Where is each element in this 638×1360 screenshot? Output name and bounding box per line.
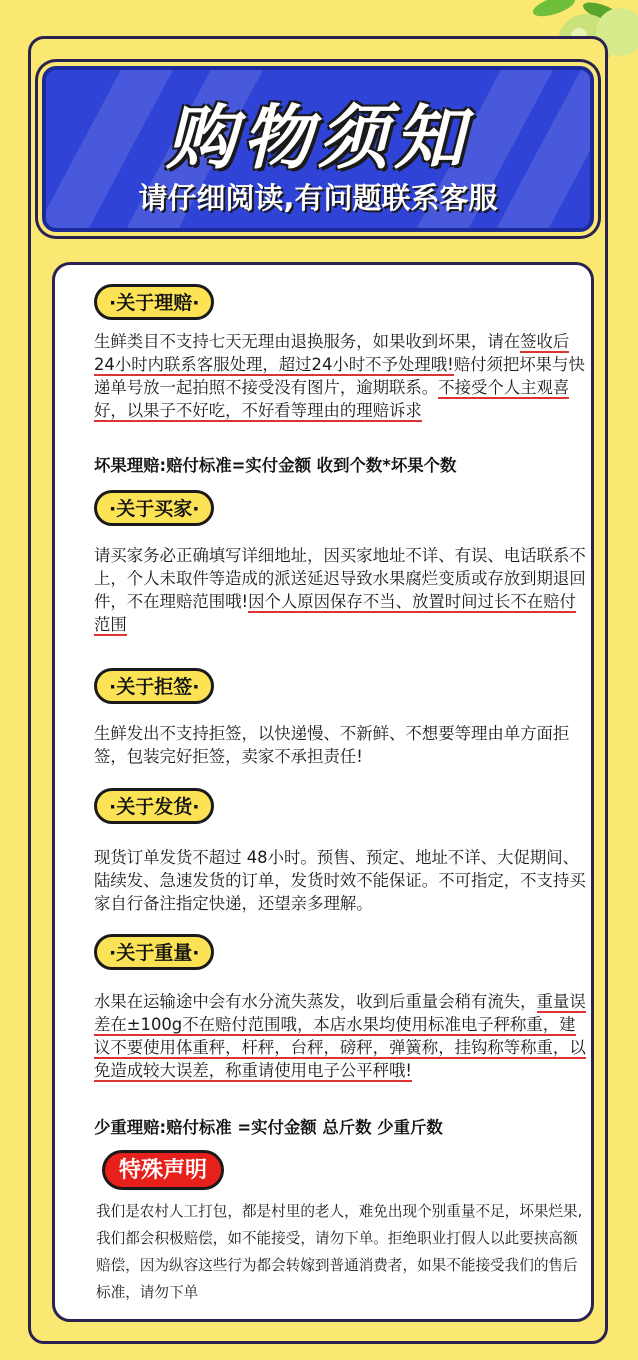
refusal-text: 生鲜发出不支持拒签，以快递慢、不新鲜、不想要等理由单方面拒签，包装完好拒签，卖家不承担责任! [94, 724, 570, 766]
header-banner [42, 66, 594, 232]
special-statement-text: 我们是农村人工打包，都是村里的老人，难免出现个别重量不足，坏果烂果,我们都会积极赔偿，如不能接受，请勿下单。拒绝职业打假人以此要挟高额赔偿，因为纵容这些行为都会转嫁到普通消费者，如果不能接受我们的售后标准，请勿下单 [96, 1203, 583, 1301]
section-heading-shipping: ·关于发货· [94, 788, 214, 824]
section-heading-claims: ·关于理赔· [94, 284, 214, 320]
section-heading-buyer: ·关于买家· [94, 490, 214, 526]
claims-standard: 坏果理赔:赔付标准=实付金额 收到个数*坏果个数 [94, 456, 457, 475]
claims-text: 生鲜类目不支持七天无理由退换服务，如果收到坏果，请在签收后24小时内联系客服处理，超过24小时不予处理哦!赔付须把坏果与快递单号放一起拍照不接受没有图片，逾期联系。不接受个人主观喜好，以果子不好吃，不好看等理由的理赔诉求 [94, 332, 585, 420]
weight-text: 水果在运输途中会有水分流失蒸发，收到后重量会稍有流失，重量误差在±100g不在赔付范围哦，本店水果均使用标准电子秤称重，建议不要使用体重秤，杆秤，台秤，磅秤，弹簧称，挂钩称等称重，以免造成较大误差，称重请使用电子公平秤哦! [94, 992, 586, 1080]
section-heading-refusal: ·关于拒签· [94, 668, 214, 704]
weight-standard: 少重理赔:赔付标准 =实付金额 总斤数 少重斤数 [94, 1118, 443, 1137]
section-heading-weight: ·关于重量· [94, 934, 214, 970]
page-subtitle: 请仔细阅读,有问题联系客服 [138, 181, 498, 215]
special-statement-badge: 特殊声明 [102, 1150, 224, 1190]
shipping-text: 现货订单发货不超过 48小时。预售、预定、地址不详、大促期间、陆续发、急速发货的订单，发货时效不能保证。不可指定，不支持买家自行备注指定快递，还望亲多理解。 [94, 848, 586, 913]
buyer-text: 请买家务必正确填写详细地址，因买家地址不详、有误、电话联系不上，个人未取件等造成的派送延迟导致水果腐烂变质或存放到期退回件，不在理赔范围哦!因个人原因保存不当、放置时间过长不在赔付范围 [94, 546, 586, 634]
page-title: 购物须知 [166, 97, 470, 179]
